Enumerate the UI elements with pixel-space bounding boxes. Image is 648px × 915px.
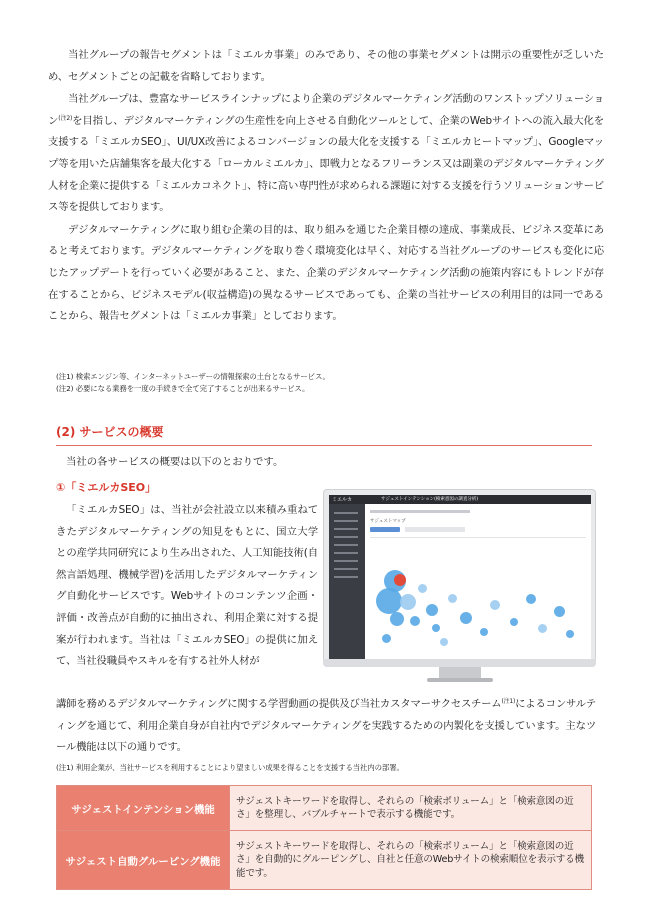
table-row — [57, 831, 592, 890]
monitor-illustration — [323, 489, 596, 684]
table-row — [57, 786, 592, 831]
sidebar-line — [334, 528, 358, 530]
footnote-mark: (注1) — [501, 698, 516, 705]
intro-paragraph-2-b: を目指し、デジタルマーケティングの生産性を向上させる自動化ツールとして、企業のWebサイトへの流入最大化を支援する「ミエルカSEO」、UI/UX改善によるコンバージョンの最大化を支援する「ミエルカヒートマップ」、Googleマップ等を用いた店舗集客を最大化する「ローカルミエルカ」、即戦力となるフリーランス又は副業のデジタルマーケティング人材を企業に提供する「ミエルカコネクト」、特に高い専門性が求められる課題に対する支援を行うソリューションサービス等を提供しております。 — [48, 114, 604, 214]
bubble — [382, 634, 391, 643]
intro-text — [48, 45, 604, 329]
bubble-highlight — [394, 574, 406, 586]
service-description-continued-b: によるコンサルティングを通じて、利用企業自身が自社内でデジタルマーケティングを実践するための内製化を支援しています。主なツール機能は以下の通りです。 — [56, 698, 597, 754]
subsection-heading: ①「ミエルカSEO」 — [56, 481, 157, 494]
bubble — [418, 584, 427, 593]
intro-paragraph-2 — [48, 89, 604, 219]
monitor-chin — [323, 659, 596, 667]
note-2: (注2) 必要になる業務を一度の手続きで全て完了することが出来るサービス。 — [56, 384, 310, 393]
section-note: (注1) 利用企業が、当社サービスを利用することにより望ましい成果を得ることを支援する当社内の部署。 — [56, 763, 404, 772]
sidebar-line — [334, 552, 358, 554]
feature-name: サジェスト自動グルーピング機能 — [57, 831, 230, 890]
sidebar-line — [334, 512, 358, 514]
sidebar-line — [334, 536, 358, 538]
section-lead: 当社の各サービスの概要は以下のとおりです。 — [66, 456, 284, 468]
app-topbar — [329, 495, 591, 504]
app-screenshot — [329, 495, 591, 660]
app-title: サジェストインテンション(検索意図の調査分析) — [381, 497, 479, 502]
feature-description: サジェストキーワードを取得し、それらの「検索ボリューム」と「検索意図の近さ」を自動的にグルーピングし、自社と任意のWebサイトの検索順位を表示する機能です。 — [230, 831, 592, 890]
bubble — [390, 612, 404, 626]
bubble — [480, 628, 488, 636]
intro-paragraph-2-a: 当社グループは、豊富なサービスラインナップにより企業のデジタルマーケティング活動のワンストップソリューション — [48, 93, 604, 127]
feature-table — [56, 785, 592, 890]
bubble — [400, 594, 416, 610]
intro-paragraph-1: 当社グループの報告セグメントは「ミエルカ事業」のみであり、その他の事業セグメントは開示の重要性が乏しいため、セグメントごとの記載を省略しております。 — [48, 49, 604, 83]
bubble — [448, 594, 457, 603]
panel-title: サジェストマップ — [370, 519, 406, 524]
footnote-mark: (注2) — [58, 114, 73, 122]
bubble — [410, 616, 420, 626]
panel-divider — [370, 537, 586, 538]
intro-notes — [56, 371, 596, 395]
bubble — [490, 600, 500, 610]
bubble — [566, 630, 574, 638]
app-sidebar — [329, 504, 365, 660]
bubble — [426, 604, 438, 616]
bubble — [376, 588, 402, 614]
bubble — [526, 594, 536, 604]
bubble — [510, 618, 518, 626]
panel-input — [405, 527, 465, 532]
app-logo: ミエルカ — [332, 497, 353, 503]
bubble — [554, 606, 565, 617]
service-description-continued — [56, 694, 596, 759]
sidebar-line — [334, 520, 358, 522]
bubble — [432, 624, 440, 632]
section-heading — [56, 421, 592, 446]
note-1: (注1) 検索エンジン等、インターネットユーザーの情報探索の土台となるサービス。 — [56, 372, 330, 381]
panel-button — [370, 527, 400, 532]
intro-paragraph-3: デジタルマーケティングに取り組む企業の目的は、取り組みを通じた企業目標の達成、事業成長、ビジネス変革にあると考えております。デジタルマーケティングを取り巻く環境変化は早く、対応する当社グループのサービスも変化に応じたアップデートを行っていく必要があること、また、企業のデジタルマーケティング活動の施策内容にもトレンドが存在することから、ビジネスモデル(収益構造)の異なるサービスであっても、企業の当社サービスの利用目的は同一であることから、報告セグメントは「ミエルカ事業」としております。 — [48, 223, 604, 323]
monitor-frame — [323, 489, 596, 667]
bubble — [538, 624, 547, 633]
feature-name: サジェストインテンション機能 — [57, 786, 230, 831]
sidebar-line — [334, 560, 358, 562]
monitor-base — [427, 678, 493, 682]
sidebar-line — [334, 568, 358, 570]
feature-description: サジェストキーワードを取得し、それらの「検索ボリューム」と「検索意図の近さ」を整理し、バブルチャートで表示する機能です。 — [230, 786, 592, 831]
sidebar-line — [334, 576, 358, 578]
bubble — [460, 612, 472, 624]
section-heading-text: (2) サービスの概要 — [56, 425, 164, 439]
app-main-panel — [365, 504, 591, 660]
bubble-chart — [370, 554, 586, 656]
bubble — [440, 638, 448, 646]
sidebar-line — [334, 544, 358, 546]
service-description-continued-a: 講師を務めるデジタルマーケティングに関する学習動画の提供及び当社カスタマーサクセスチーム — [56, 698, 502, 710]
panel-line — [370, 510, 470, 513]
service-description: 「ミエルカSEO」は、当社が会社設立以来積み重ねてきたデジタルマーケティングの知見をもとに、国立大学との産学共同研究により生み出された、人工知能技術(自然言語処理、機械学習)を活用したデジタルマーケティング自動化サービスです。Webサイトのコンテンツ企画・評価・改善点が自動的に抽出され、利用企業に対する提案が行われます。当社は「ミエルカSEO」の提供に加えて、当社役職員やスキルを有する社外人材が — [56, 504, 318, 668]
